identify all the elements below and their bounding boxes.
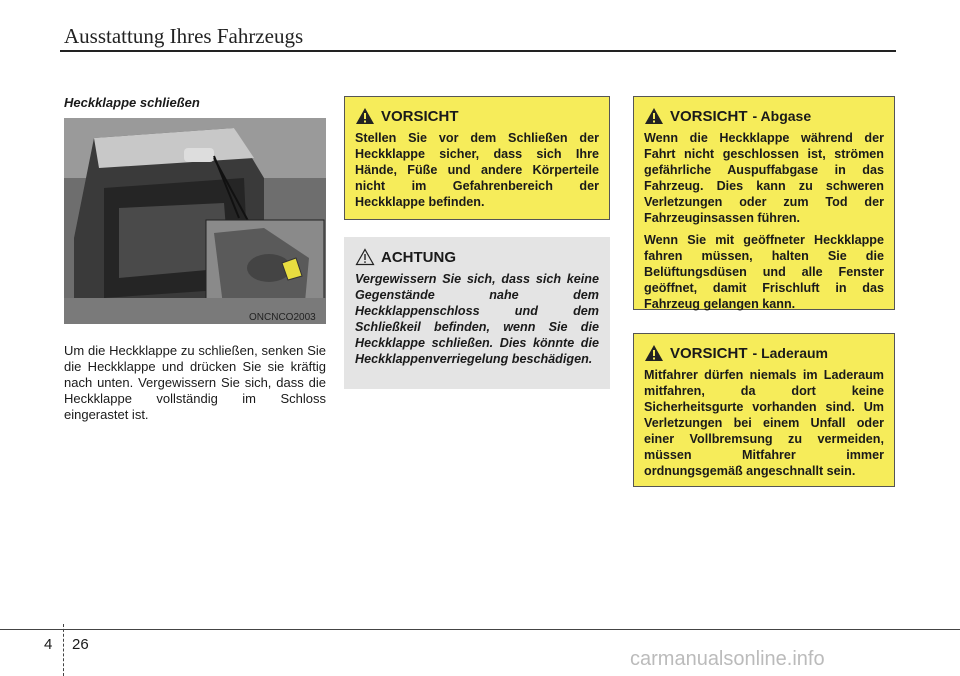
caution-cargo-box [633,333,895,487]
caution-cargo-subtitle: - Laderaum [752,345,828,361]
image-code: ONCNCO2003 [249,312,316,323]
warning-triangle-icon [644,107,664,125]
caution-cargo-text: Mitfahrer dürfen niemals im Laderaum mitfahren, da dort keine Sicherheitsgurte vorhanden sind. Um Verletzungen bei einem Unfall oder einer Vollbremsung zu vermeiden, müssen Mitfahrer immer ordnungsgemäß angeschnallt sein. [644,368,884,478]
caution-exhaust-paragraph-2: Wenn Sie mit geöffneter Heckklappe fahren müssen, halten Sie die Belüftungsdüsen und alle Fenster geöffnet, damit Frischluft in das Fahrzeug gelangen kann. [644,233,884,311]
caution-cargo-title-row [644,344,884,362]
warning-triangle-icon [644,344,664,362]
caution-box [344,96,610,220]
tailgate-illustration [64,118,326,324]
footer-rule [0,629,960,630]
header-rule [60,50,896,52]
caution-box-title [355,107,599,125]
chapter-number: 4 [44,636,53,653]
caution-cargo-title: VORSICHT [670,344,748,362]
caution-exhaust-title-row [644,107,884,125]
warning-triangle-icon [355,107,375,125]
watermark: carmanualsonline.info [630,648,825,670]
caution-exhaust-paragraph-1: Wenn die Heckklappe während der Fahrt nicht geschlossen ist, strömen gefährliche Auspuffabgase in das Fahrzeug. Dies kann zu schweren Verletzungen oder zum Tod der Fahrzeuginsassen führen. [644,131,884,225]
caution-exhaust-title: VORSICHT [670,107,748,125]
caution-exhaust-subtitle: - Abgase [752,108,812,124]
warning-triangle-outline-icon [355,248,375,266]
page-header-title: Ausstattung Ihres Fahrzeugs [64,24,304,48]
caution-exhaust-box [633,96,895,310]
notice-text: Vergewissern Sie sich, dass sich keine Gegenstände nahe dem Heckklappenschloss und dem Schließkeil befinden, wenn Sie die Heckklappe schließen. Dies könnte die Heckklappenverriegelung beschädigen. [355,272,599,366]
page-number: 26 [72,636,89,653]
tailgate-photo [64,118,326,324]
instruction-text: Um die Heckklappe zu schließen, senken Sie die Heckklappe und drücken Sie sie kräftig nach unten. Vergewissern Sie sich, dass die Heckklappe vollständig im Schloss eingerastet ist. [64,343,326,422]
caution-text: Stellen Sie vor dem Schließen der Heckklappe sicher, dass sich Ihre Hände, Füße und andere Körperteile nicht im Gefahrenbereich der Heckklappe befinden. [355,131,599,209]
notice-box-title [355,248,599,266]
caution-exhaust-text [644,130,884,312]
notice-title: ACHTUNG [381,248,456,266]
footer-divider [63,624,64,676]
notice-box [344,237,610,389]
caution-title: VORSICHT [381,107,459,125]
section-heading: Heckklappe schließen [64,95,200,110]
